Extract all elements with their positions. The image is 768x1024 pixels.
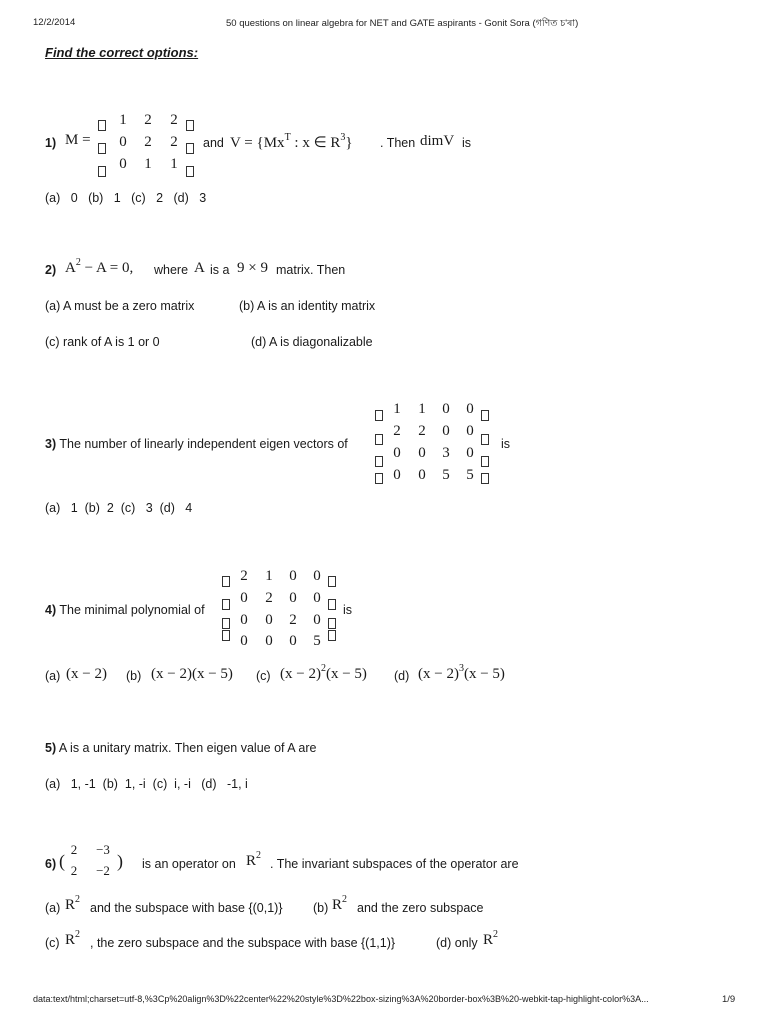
q1-number: 1) [45,136,57,150]
q6-option-b: and the zero subspace [357,901,484,915]
document-title: 50 questions on linear algebra for NET and GATE aspirants - Gonit Sora (গণিত চ'ৰা) [226,18,579,29]
matrix-cell: 2 [170,134,178,150]
q6-number: 6) [45,857,57,871]
q6-option-a: and the subspace with base {(0,1)} [90,901,283,915]
q4-option-d-label: (d) [394,669,410,683]
q6-option-c-r2: $R^2$ [65,929,81,948]
q4-matrix [222,566,342,656]
matrix-cell: 0 [240,633,248,649]
q2-a: A [194,260,205,276]
matrix-cell: 0 [313,590,321,606]
bracket-glyph [222,576,230,587]
q2-where: where [154,263,189,277]
bracket-glyph [222,630,230,641]
q4-option-a-label: (a) [45,669,61,683]
q4-option-c: $(x - 2)^2(x - 5)$ [280,663,367,682]
bracket-glyph [222,599,230,610]
q5-options: (a) 1, -1 (b) 1, -i (c) i, -i (d) -1, i [45,777,248,791]
q6-option-d-r2: $R^2$ [483,929,499,948]
matrix-cell: 1 [119,112,127,128]
q6-option-b-r2: $R^2$ [332,894,348,913]
bracket-glyph [481,434,489,445]
matrix-cell: 5 [313,633,321,649]
matrix-cell: 2 [289,612,297,628]
matrix-cell: 0 [313,568,321,584]
matrix-cell: 0 [442,401,450,417]
bracket-glyph [98,120,106,131]
matrix-cell: 2 [170,112,178,128]
matrix-cell: 5 [466,467,474,483]
matrix-cell: 0 [240,590,248,606]
matrix-cell: 0 [393,445,401,461]
matrix-cell: 3 [442,445,450,461]
q3-matrix [375,398,495,488]
matrix-cell: 0 [265,633,273,649]
matrix-cell: 0 [418,445,426,461]
q6-option-a-r2: $R^2$ [65,894,81,913]
bracket-glyph [375,473,383,484]
bracket-glyph [186,166,194,177]
q3-options: (a) 1 (b) 2 (c) 3 (d) 4 [45,501,193,515]
q2-matrix-then: matrix. Then [276,263,346,277]
bracket-glyph [98,143,106,154]
q6-option-d-label: (d) only [436,936,478,950]
matrix-cell: 2 [144,134,152,150]
q1-and: and [203,136,224,150]
bracket-glyph [375,434,383,445]
q6-invariant-text: . The invariant subspaces of the operator are [270,857,519,871]
matrix-cell: 0 [313,612,321,628]
matrix-cell: 1 [170,156,178,172]
matrix-cell: 0 [289,633,297,649]
q6-option-c-label: (c) [45,936,60,950]
q6-option-a-label: (a) [45,901,61,915]
q2-option-d: (d) A is diagonalizable [251,335,373,349]
q6-option-b-label: (b) [313,901,329,915]
matrix-cell: 0 [289,590,297,606]
bracket-glyph [328,618,336,629]
q4-is: is [343,603,353,617]
matrix-cell: 0 [289,568,297,584]
matrix-cell: 0 [466,423,474,439]
q6-matrix [59,842,129,882]
q3-question: 3) The number of linearly independent eigen vectors of [45,437,348,451]
matrix-cell: 5 [442,467,450,483]
bracket-glyph [186,120,194,131]
page-url: data:text/html;charset=utf-8,%3Cp%20align%3D%22center%22%20style%3D%22box-sizing%3A%20border-box%3B%20-webkit-tap-highlight-color%3A... [33,994,649,1004]
bracket-glyph [481,473,489,484]
q4-option-d: $(x - 2)^3(x - 5)$ [418,663,505,682]
q2-dims: 9 × 9 [237,260,268,276]
q6-r2: $R^2$ [246,850,262,869]
page-number: 1/9 [722,994,736,1005]
q1-is: is [462,136,472,150]
matrix-cell: 0 [466,401,474,417]
matrix-cell: 2 [70,863,78,878]
bracket-glyph [375,456,383,467]
matrix-cell: 0 [418,467,426,483]
matrix-cell: −2 [96,863,110,878]
q1-dim: dimV [420,133,455,149]
q1-lhs: M = [65,132,91,148]
q2-equation: $A^2 - A = 0$, [65,257,134,276]
matrix-cell: 1 [144,156,152,172]
matrix-cell: 0 [119,134,127,150]
matrix-cell: 1 [393,401,401,417]
q2-isa: is a [210,263,230,277]
section-heading: Find the correct options: [45,45,199,60]
matrix-cell: 0 [393,467,401,483]
q1-set: $V = \{Mx^T$ : x ∈ $R^3$} [230,132,353,151]
matrix-cell: −3 [96,842,110,857]
q3-is: is [501,437,511,451]
matrix-cell: 2 [393,423,401,439]
q5-question: 5) A is a unitary matrix. Then eigen value of A are [45,741,317,755]
matrix-cell: 1 [418,401,426,417]
bracket-glyph [328,630,336,641]
bracket-glyph [98,166,106,177]
q2-number: 2) [45,263,57,277]
q1-then: . Then [380,136,416,150]
bracket-glyph [328,576,336,587]
matrix-cell: 2 [144,112,152,128]
q1-matrix [98,110,198,182]
matrix-cell: 2 [240,568,248,584]
q6-option-c: , the zero subspace and the subspace with base {(1,1)} [90,936,396,950]
q2-option-c: (c) rank of A is 1 or 0 [45,335,160,349]
matrix-cell: 2 [70,842,78,857]
paren-right: ) [117,851,123,871]
matrix-cell: 0 [240,612,248,628]
matrix-cell: 2 [265,590,273,606]
matrix-cell: 1 [265,568,273,584]
bracket-glyph [375,410,383,421]
print-date: 12/2/2014 [33,17,76,28]
q2-option-b: (b) A is an identity matrix [239,299,376,313]
q4-option-b: (x − 2)(x − 5) [151,666,233,682]
q4-question: 4) The minimal polynomial of [45,603,205,617]
bracket-glyph [328,599,336,610]
matrix-cell: 2 [418,423,426,439]
matrix-cell: 0 [119,156,127,172]
bracket-glyph [481,456,489,467]
q4-option-c-label: (c) [256,669,271,683]
matrix-cell: 0 [265,612,273,628]
q6-operator-text: is an operator on [142,857,236,871]
bracket-glyph [222,618,230,629]
bracket-glyph [186,143,194,154]
matrix-cell: 0 [442,423,450,439]
bracket-glyph [481,410,489,421]
q1-options: (a) 0 (b) 1 (c) 2 (d) 3 [45,191,207,205]
matrix-cell: 0 [466,445,474,461]
paren-left: ( [59,851,65,871]
q2-option-a: (a) A must be a zero matrix [45,299,195,313]
q4-option-b-label: (b) [126,669,142,683]
q4-option-a: (x − 2) [66,666,107,682]
